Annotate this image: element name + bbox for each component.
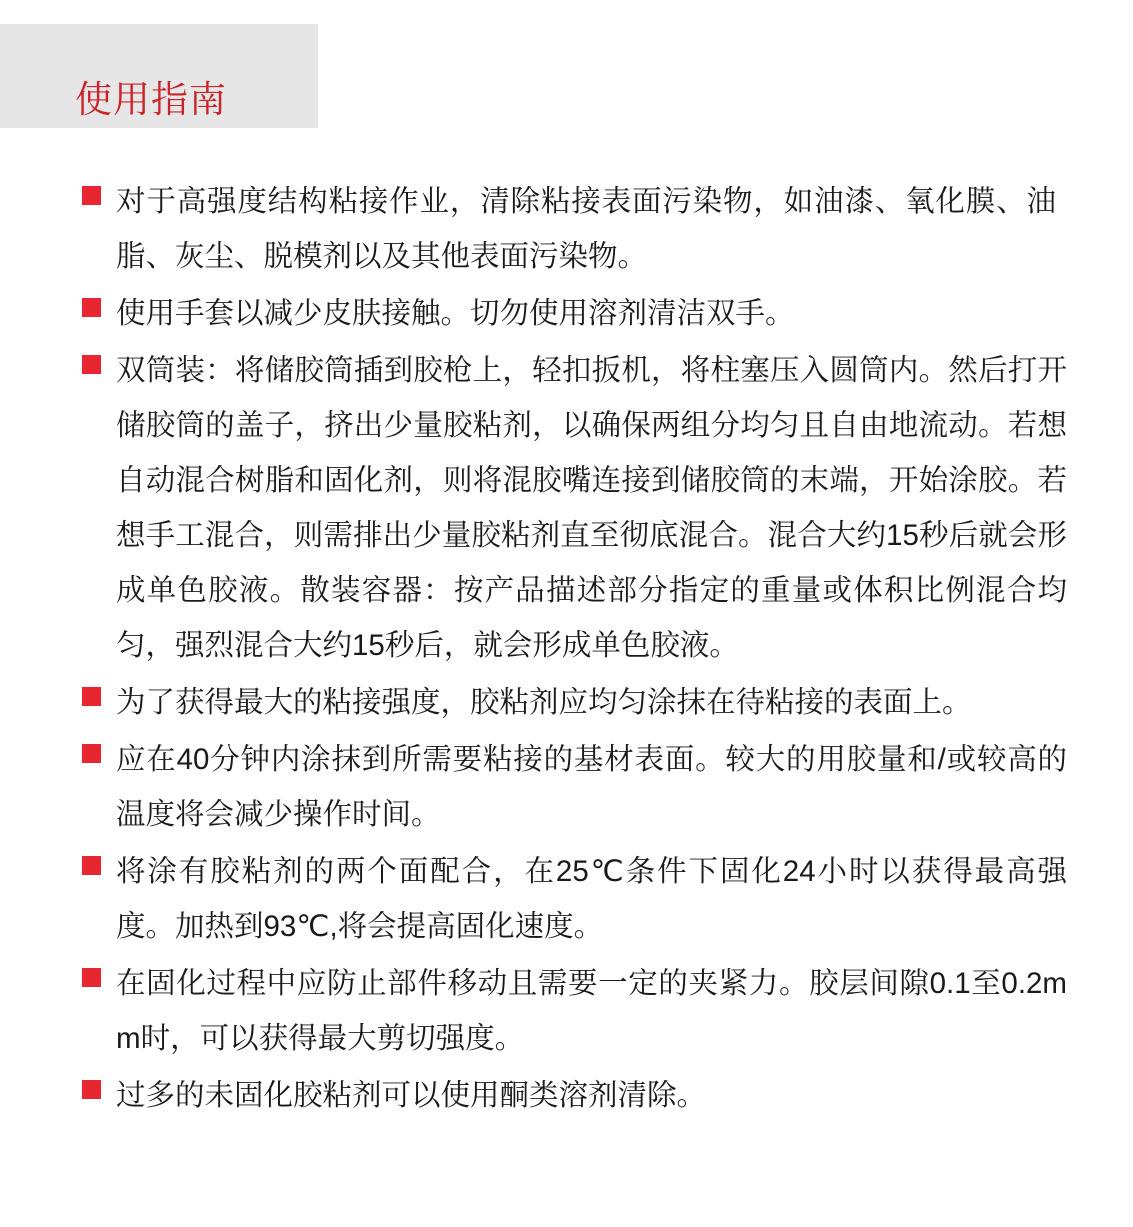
list-item [82,956,1067,1066]
list-item [82,732,1067,842]
red-square-bullet-icon [82,298,101,317]
red-square-bullet-icon [82,186,101,205]
list-item-text: 为了获得最大的粘接强度，胶粘剂应均匀涂抹在待粘接的表面上。 [116,686,972,719]
list-item [82,844,1067,954]
page-title: 使用指南 [75,79,227,120]
list-item [82,286,1067,341]
list-item [82,343,1067,673]
list-item-text: 过多的未固化胶粘剂可以使用酮类溶剂清除。 [116,1079,707,1112]
red-square-bullet-icon [82,856,101,875]
guide-list [82,174,1067,1125]
red-square-bullet-icon [82,968,101,987]
list-item-text: 双筒装：将储胶筒插到胶枪上，轻扣扳机，将柱塞压入圆筒内。然后打开储胶筒的盖子，挤出少量胶粘剂，以确保两组分均匀且自由地流动。若想自动混合树脂和固化剂，则将混胶嘴连接到储胶筒的末端，开始涂胶。若想手工混合，则需排出少量胶粘剂直至彻底混合。混合大约15秒后就会形成单色胶液。散装容器：按产品描述部分指定的重量或体积比例混合均匀，强烈混合大约15秒后，就会形成单色胶液。 [116,354,1067,662]
list-item-text: 将涂有胶粘剂的两个面配合，在25℃条件下固化24小时以获得最高强度。加热到93℃,将会提高固化速度。 [116,855,1067,943]
list-item-text: 在固化过程中应防止部件移动且需要一定的夹紧力。胶层间隙0.1至0.2mm时，可以获得最大剪切强度。 [116,967,1067,1055]
red-square-bullet-icon [82,355,101,374]
red-square-bullet-icon [82,744,101,763]
header-banner [0,24,318,128]
list-item-text: 对于高强度结构粘接作业，清除粘接表面污染物，如油漆、氧化膜、油脂、灰尘、脱模剂以及其他表面污染物。 [116,185,1056,273]
list-item [82,174,1067,284]
list-item-text: 使用手套以减少皮肤接触。切勿使用溶剂清洁双手。 [116,297,795,330]
red-square-bullet-icon [82,687,101,706]
list-item-text: 应在40分钟内涂抹到所需要粘接的基材表面。较大的用胶量和/或较高的温度将会减少操作时间。 [116,743,1067,831]
red-square-bullet-icon [82,1080,101,1099]
list-item [82,1068,1067,1123]
list-item [82,675,1067,730]
